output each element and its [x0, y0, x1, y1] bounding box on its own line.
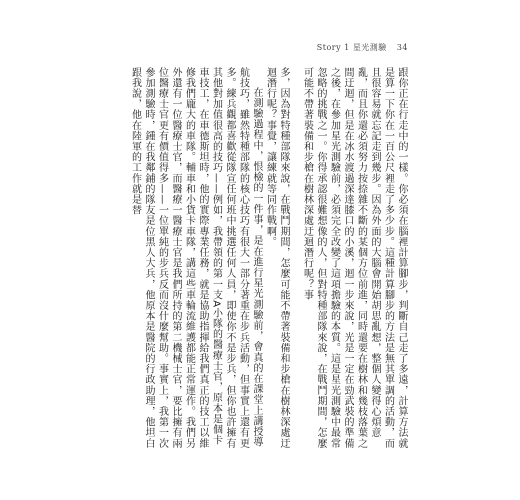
paragraph: 多，因為對特種部隊來說，在戰鬥期間，怎麼可能不帶著裝備和步槍在樹林深處迂迴潛行呢？事覺，讓練就等同作戰啊。 [264, 67, 289, 449]
paragraph: 跟你正在行走中的一樣。你必須在腦裡計算腳步，判斷自己走了多遠，計算方法就是算一下你在一百公尺裡走了多少步。這種計算腳步的方法是無其單調的活動，而且很容易就忘記走到幾步。因為外面的大腦會開始胡思亂想，整個人變得心煩意亂，而且你還必須努力按捺雜不斷的某個方位前進，同時還要在樹林和幾枝落葉之間迂迴，但是在冰水渡過深達膝口的小溪，迴一步來說，光是一定在勁武裝的準備之後，在參加星光測驗前，必須完全改變了這項擔驗的本質。這是星光測驗中最常忽略的挑戰之一。你得承認很難想像的人，但對特種部隊來說，在戰鬥期間，怎麼可能不帶著裝備和步槍在樹林深處迂迴潛行呢？事 [301, 67, 407, 449]
running-header [317, 42, 408, 53]
page-number: 34 [396, 43, 408, 52]
running-title: Story 1 星光測驗 [316, 43, 387, 52]
paragraph: 在測驗過程中，恨檢的一件事，是在進行星光測驗前，會真的在課堂上講授導航技巧，雖然特種部隊的核心技巧有很大一部分著重在步兵活動，但事實上還有更多。練兵觀都喜歡從隊宣任何班中挑選任何人員，即使你不是步兵，但你也許擁有其他對加值很高的技巧——例如，我帶領的第一支A小隊的醫療士官，原本是個卡車技工，在車德斯坦時，他的實際專業任務，就是協助指揮給我們真正的技工以維修我們龐大的車隊。輔車和小貨卡車隊，講這些車輪流維護都能正常運作。我們另外還有一位醫療士官，而醫療一醫療士官是我們所持的第二機械士官，要比擁有兩位醫療士官更有價值得多——一位單純的步兵反而沒什麼幫助。事實上，我第一次參加測驗時，鍾在我鄰鋪的隊友是位黑人大兵，他原本是醫院的行政助理，他坦白跟我說，他在陸軍的工作就是替 [129, 67, 262, 449]
vertical-body-text [88, 67, 408, 450]
